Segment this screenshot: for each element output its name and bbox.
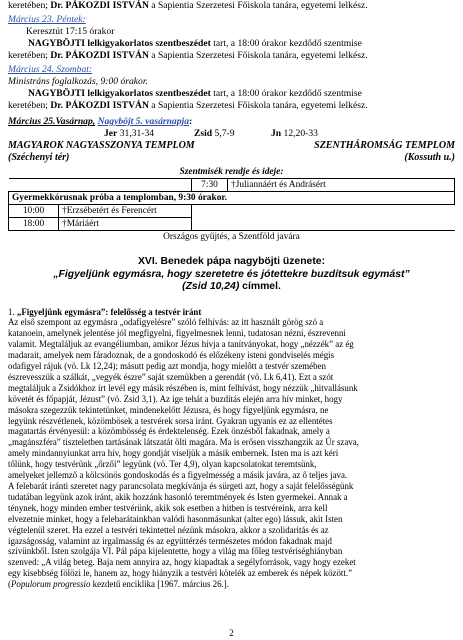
schedule-intention: †Juliannáért és Andrásért — [228, 179, 455, 192]
church-1-location: (Széchenyi tér) — [8, 152, 70, 163]
body-line: szenved: „A világ beteg. Baja nem annyira az, hogy kiapadtak a segélyforrások, vagy hogy ezeket — [8, 557, 356, 568]
body-line: legyünk részvétlenek, közömbösek a testvérek sorsa iránt. Gyakran ugyanis ez az ellentétes — [8, 415, 333, 426]
church-2: SZENTHÁROMSÁG TEMPLOM — [314, 140, 455, 151]
date-heading-friday: Március 23. Péntek: — [8, 14, 86, 25]
collection-notice: Országos gyűjtés, a Szentföld javára — [9, 231, 455, 244]
church-1: MAGYAROK NAGYASSZONYA TEMPLOM — [8, 140, 195, 151]
body-line: katanoein, amelynek jelentése jól megfigyelni, figyelmesnek lenni, tudatosan nézni, észrevenni — [8, 328, 346, 339]
text-line: keretében; Dr. PÁKOZDI ISTVÁN a Sapientia Szerzetesi Főiskola tanára, egyetemi lelkész. — [8, 50, 368, 61]
body-line: másokra szegezzük tekintetünket, mindenekelőtt Jézusra, és hogy figyeljünk egymásra, ne — [8, 404, 329, 415]
schedule-time: 18:00 — [9, 218, 59, 231]
church-locations — [8, 152, 455, 164]
schedule-header: Szentmisék rendje és ideje: — [179, 167, 284, 177]
message-title-line: „Figyeljünk egymásra, hogy szeretetre és jótettekre buzdítsuk egymást” — [53, 268, 410, 280]
date-heading-saturday: Március 24. Szombat: — [8, 64, 93, 75]
text-line: keretében; Dr. PÁKOZDI ISTVÁN a Sapientia Szerzetesi Főiskola tanára, egyetemi lelkész. — [8, 100, 368, 111]
schedule-intention: †Erzsébetért és Ferencért — [59, 205, 192, 218]
body-line: tőlünk, hogy testvérünk „őrzői” legyünk (vö. Ter 4,9), olyan kapcsolatokat teremtsünk, — [8, 459, 317, 470]
body-line: „magánszféra” tiszteletben tartásának látszatát ölti magára. Ma is erősen visszhangzik az Úr szava, — [8, 437, 359, 448]
body-line: odafigyel rájuk (vö. Lk 12,24); másutt pedig azt mondja, hogy mielőtt a testvér szemében — [8, 361, 326, 372]
body-line: egy kisebbség fölözi le, hanem az, hogy hiányzik a testvéri kötelék az emberek és népek között.” — [8, 568, 353, 579]
body-paragraph — [8, 317, 455, 579]
church-names — [8, 140, 455, 152]
body-line: madarait, amelyek nem fáradoznak, de a gondoskodó és előzékeny isteni gondviselés mégis — [8, 350, 335, 361]
choir-notice: Gyermekkórusnak próba a templomban, 9:30 órakor. — [12, 193, 228, 203]
body-line: megtaláljuk a Zsidókhoz írt levél egy másik részében is, mint felhívást, hogy nézzük „hitvallásunk — [8, 382, 358, 393]
papal-message-title — [8, 256, 455, 294]
section-heading: 1. „Figyeljünk egymásra”: felelősség a testvér iránt — [8, 306, 202, 317]
message-title-line: XVI. Benedek pápa nagyböjti üzenete: — [137, 256, 326, 267]
body-line: ténynek, hogy minden ember testvérünk, akik sok esetben a hitben is testvéreink, arra kell — [8, 502, 328, 513]
message-body — [8, 307, 455, 591]
text-line: NAGYBÖJTI lelkigyakorlatos szentbeszédet tart, a 18:00 órakor kezdődő szentmise — [28, 38, 362, 49]
text-line: Keresztút 17:15 órakor — [26, 26, 115, 37]
body-line: szívünkből. Isten szolgája VI. Pál pápa kijelentette, hogy a világ ma főleg testvériséghiányban — [8, 546, 343, 557]
schedule-time: 7:30 — [192, 179, 228, 192]
text-line: NAGYBÖJTI lelkigyakorlatos szentbeszédet tart, a 18:00 órakor kezdődő szentmise — [28, 88, 362, 99]
body-line: végtelenül szeret. Ha ezzel a testvéri tekintettel nézünk másokra, akkor a szolidaritás és az — [8, 524, 329, 535]
body-line: magatartás érvényesül: a közömbösség és érdektelenség. Ezek önzésből fakadnak, amely a — [8, 426, 330, 437]
sunday-heading: Március 25.Vasárnap, Nagyböjt 5. vasárnapja: — [8, 116, 193, 127]
body-line: igazságosság, valamint az irgalmasság és az együttérzés természetes módon fakadnak majd — [8, 535, 332, 546]
body-line: tudatában legyünk azok iránt, akik hozzánk hasonló teremtmények és Isten gyermekei. Annak a — [8, 491, 348, 502]
schedule-time: 10:00 — [9, 205, 59, 218]
text-line: Ministráns foglalkozás, 9:00 órakor. — [8, 76, 148, 87]
body-line: valamit. Megtaláljuk az evangéliumban, amikor Jézus hívja a tanítványokat, hogy „nézzék” az ég — [8, 339, 354, 350]
mass-schedule-table — [8, 166, 455, 243]
body-line: A felebarát iránti szeretet nagy parancsolata megkívánja és sürgeti azt, hogy a saját felelősségünk — [8, 481, 354, 491]
body-line: amelyeket jellemző a kölcsönös gondoskodás és a figyelmesség a másik javára, az ő teljes java. — [8, 470, 348, 481]
body-line: amely mindannyiunkat arra hív, hogy gondját viseljük a másik embernek. Isten ma is azt kéri — [8, 448, 339, 459]
citation-line: (Populorum progressio kezdetű enciklika [1967. március 26.]. — [8, 579, 229, 590]
body-line: Az első szempont az egymásra „odafigyelésre” szóló felhívás: az itt használt görög szó a — [8, 317, 324, 328]
body-line: követét és főpapját, Jézust” (vö. Zsid 3,1). Az ige tehát a buzdítás elején arra hív minket, hogy — [8, 393, 343, 404]
body-line: észrevesszük a szálkát, „vegyék észre” saját szemükben a gerendát (vö. Lk 6,41). Ezt a szót — [8, 371, 334, 382]
body-line: elvezetnie minket, hogy a felebarátainkban valódi hasonmásunkat (alter ego) lássuk, akit Isten — [8, 513, 343, 524]
message-title-line: (Zsid 10,24) címmel. — [182, 281, 281, 292]
schedule-intention: †Máriáért — [59, 218, 192, 231]
bulletin-page — [8, 0, 455, 590]
readings: Jer 31,31-34 Zsid 5,7-9 Jn 12,20-33 — [104, 128, 318, 139]
church-2-location: (Kossuth u.) — [404, 152, 455, 163]
text-line: keretében; Dr. PÁKOZDI ISTVÁN a Sapientia Szerzetesi Főiskola tanára, egyetemi lelkész. — [8, 0, 368, 11]
page-number: 2 — [229, 628, 234, 638]
